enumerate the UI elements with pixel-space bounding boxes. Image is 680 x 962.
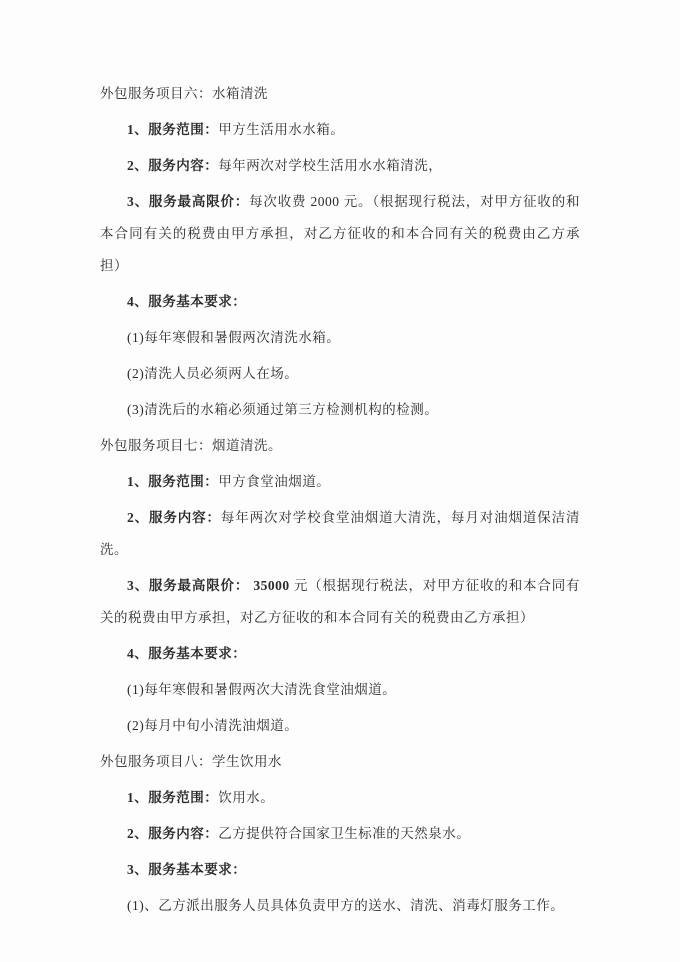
item-label: 1、服务范围： bbox=[127, 474, 219, 489]
requirement-line bbox=[100, 322, 580, 354]
item-text: 每次收费 2000 元。（根据现行税法，对甲方征收的和本合同有关的税费由甲方承担，对乙方征收的和本合同有关的税费由乙方承担） bbox=[100, 194, 581, 273]
requirement-line bbox=[100, 674, 580, 706]
requirement-line bbox=[100, 710, 580, 742]
item-text: (2)清洗人员必须两人在场。 bbox=[127, 366, 299, 381]
requirement-line bbox=[100, 394, 580, 426]
item-text: (3)清洗后的水箱必须通过第三方检测机构的检测。 bbox=[127, 402, 439, 417]
item-text: (2)每月中旬小清洗油烟道。 bbox=[127, 718, 299, 733]
item-text: (1)每年寒假和暑假两次清洗水箱。 bbox=[127, 330, 341, 345]
section-flue-cleaning bbox=[100, 430, 580, 742]
item-label: 4、服务基本要求： bbox=[127, 646, 247, 661]
price-value: 35000 bbox=[249, 578, 294, 593]
item-label: 3、服务最高限价： bbox=[127, 194, 250, 209]
service-scope-item bbox=[100, 466, 580, 498]
service-content-item bbox=[100, 150, 580, 182]
service-requirements-item bbox=[100, 286, 580, 318]
service-scope-item bbox=[100, 114, 580, 146]
item-text: (1)、乙方派出服务人员具体负责甲方的送水、清洗、消毒灯服务工作。 bbox=[127, 898, 565, 913]
service-scope-item bbox=[100, 782, 580, 814]
requirement-line bbox=[100, 358, 580, 390]
item-label: 3、服务基本要求： bbox=[127, 862, 247, 877]
item-text: 每年两次对学校食堂油烟道大清洗，每月对油烟道保洁清洗。 bbox=[100, 510, 581, 557]
item-label: 2、服务内容： bbox=[127, 826, 219, 841]
service-requirements-item bbox=[100, 854, 580, 886]
section-water-tank-cleaning bbox=[100, 78, 580, 426]
item-label: 2、服务内容： bbox=[127, 158, 219, 173]
item-label: 3、服务最高限价： bbox=[127, 578, 250, 593]
section-title: 外包服务项目六：水箱清洗 bbox=[100, 86, 268, 101]
item-text: 饮用水。 bbox=[218, 790, 275, 805]
item-text: 元（根据现行税法，对甲方征收的和本合同有关的税费由甲方承担，对乙方征收的和本合同有关的税费由乙方承担） bbox=[100, 578, 581, 625]
service-price-item bbox=[100, 570, 580, 634]
requirement-line bbox=[100, 890, 580, 922]
service-requirements-item bbox=[100, 638, 580, 670]
service-price-item bbox=[100, 186, 580, 282]
section-title: 外包服务项目七：烟道清洗。 bbox=[100, 438, 282, 453]
item-label: 1、服务范围： bbox=[127, 790, 219, 805]
item-label: 2、服务内容： bbox=[127, 510, 221, 525]
section-title: 外包服务项目八：学生饮用水 bbox=[100, 754, 282, 769]
service-content-item bbox=[100, 818, 580, 850]
item-text: 甲方食堂油烟道。 bbox=[218, 474, 331, 489]
item-text: (1)每年寒假和暑假两次大清洗食堂油烟道。 bbox=[127, 682, 397, 697]
item-text: 乙方提供符合国家卫生标准的天然泉水。 bbox=[218, 826, 471, 841]
service-content-item bbox=[100, 502, 580, 566]
item-text: 每年两次对学校生活用水水箱清洗， bbox=[218, 158, 443, 173]
item-label: 4、服务基本要求： bbox=[127, 294, 247, 309]
item-label: 1、服务范围： bbox=[127, 122, 219, 137]
item-text: 甲方生活用水水箱。 bbox=[218, 122, 345, 137]
section-student-drinking-water bbox=[100, 746, 580, 922]
